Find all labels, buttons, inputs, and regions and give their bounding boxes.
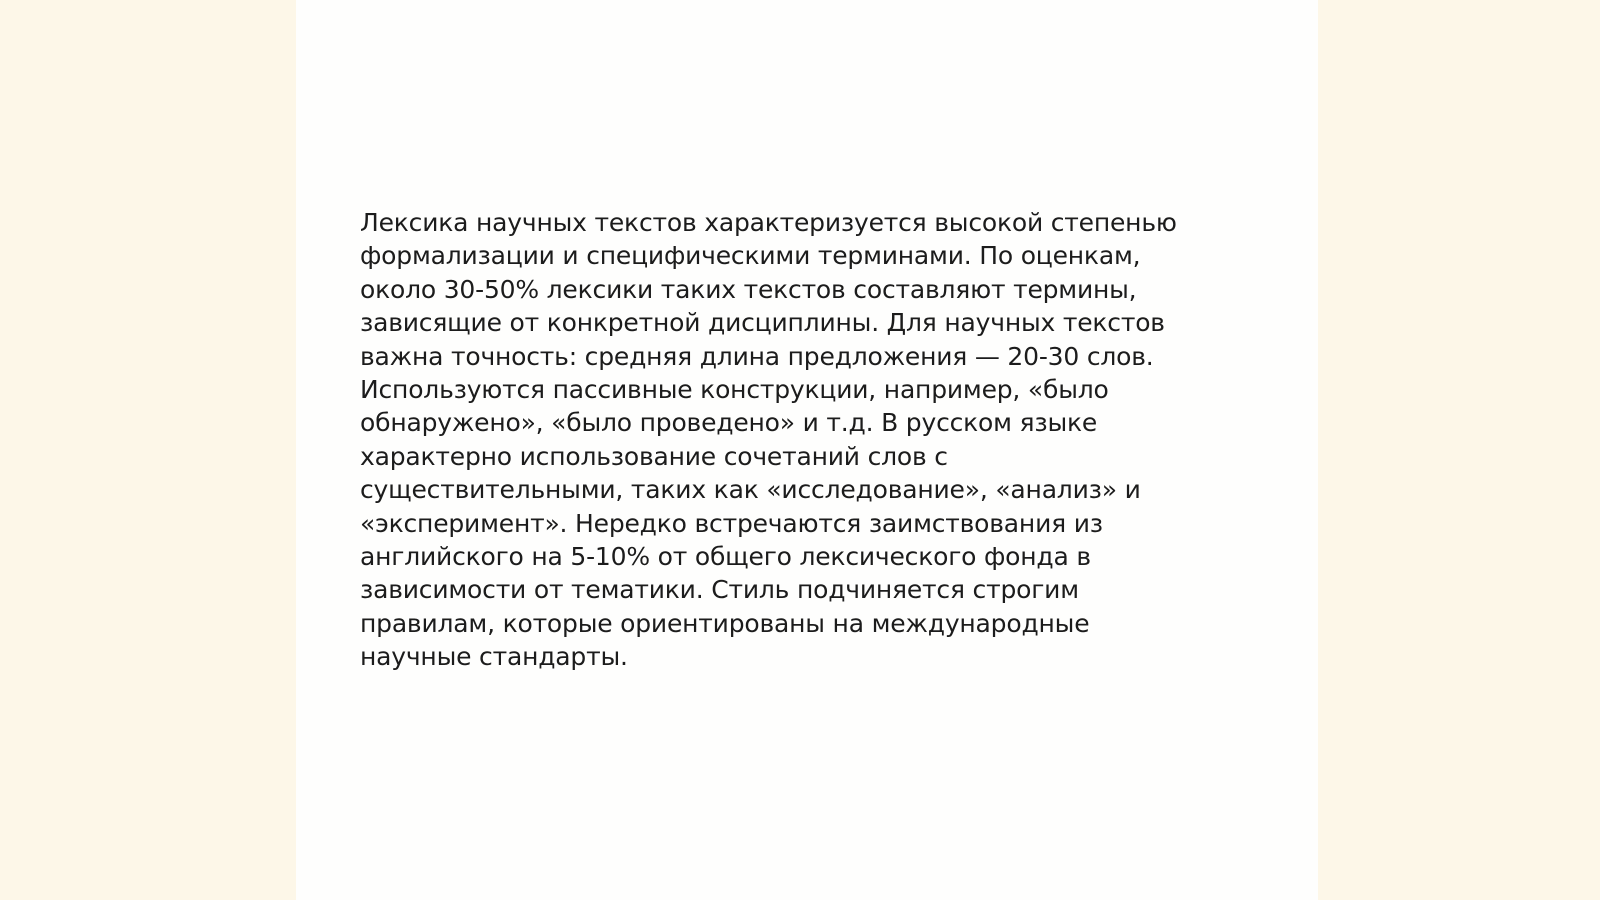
paragraph-line: Используются пассивные конструкции, например, «было bbox=[360, 375, 1109, 405]
body-paragraph bbox=[360, 206, 1218, 674]
paragraph-line: около 30-50% лексики таких текстов составляют термины, bbox=[360, 274, 1137, 304]
paragraph-line: важна точность: средняя длина предложения — 20-30 слов. bbox=[360, 341, 1154, 371]
paragraph-line: зависимости от тематики. Стиль подчиняется строгим bbox=[360, 575, 1079, 605]
paragraph-line: обнаружено», «было проведено» и т.д. В русском языке bbox=[360, 408, 1098, 438]
paragraph-line: научные стандарты. bbox=[360, 642, 628, 672]
paragraph-line: правилам, которые ориентированы на международные bbox=[360, 608, 1090, 638]
paragraph-line: характерно использование сочетаний слов с bbox=[360, 441, 948, 471]
paragraph-line: существительными, таких как «исследование», «анализ» и bbox=[360, 475, 1141, 505]
paragraph-line: зависящие от конкретной дисциплины. Для научных текстов bbox=[360, 308, 1165, 338]
paragraph-line: формализации и специфическими терминами. По оценкам, bbox=[360, 241, 1141, 271]
paragraph-line: «эксперимент». Нередко встречаются заимствования из bbox=[360, 508, 1103, 538]
paragraph-line: Лексика научных текстов характеризуется высокой степенью bbox=[360, 208, 1177, 237]
paragraph-line: английского на 5-10% от общего лексического фонда в bbox=[360, 542, 1091, 572]
